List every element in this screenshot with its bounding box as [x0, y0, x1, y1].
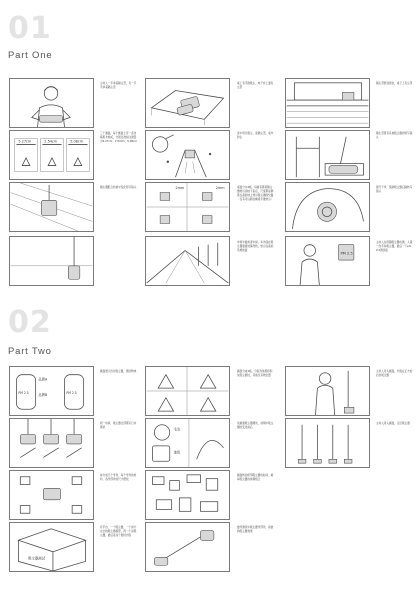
part-one-title: Part One	[8, 50, 53, 61]
grid-label-2: 2mm	[215, 185, 225, 190]
storyboard-frame-3-3	[285, 182, 370, 232]
part-one-number: 01	[8, 11, 52, 46]
storyboard-frame-2-3	[285, 130, 370, 180]
caption-8-1: 有平台，一个吸尘器，一个拆分完全的吸尘器模型，再一个是吸尘器，最后是各个测试内容	[100, 526, 137, 537]
storyboard-frame-6-3	[285, 418, 370, 468]
storyboard-frame-1-1	[9, 78, 94, 128]
storyboard-frame-3-2	[145, 182, 230, 232]
street-scene-illustration	[146, 237, 229, 285]
fluff-and-carpet-illustration	[146, 419, 229, 467]
fluff-label: 毛发	[173, 427, 181, 432]
caption-1-1: 主持人一手拿着隔尘罩，另一只手拿着隔尘罩	[100, 82, 137, 89]
pm-label: PM 2.5	[340, 251, 353, 256]
caption-3-1: 隔尘器配合的桌中变化特写镜头	[100, 186, 137, 189]
caption-2-2: 家中用过吸尘，查隔尘罩，桌中防尘	[237, 132, 274, 139]
caption-2-1: 三个画面，每个画面上有一条仿模拟木地板，分别对准标注测量为5.27cm、2.54cm、5.08cm	[100, 132, 137, 143]
vacuum-motors-illustration	[10, 419, 93, 467]
caption-3-3: 展厅干净，借助吸尘器扫除转写镜头	[376, 186, 413, 193]
storyboard-frame-7-1	[9, 470, 94, 520]
caption-7-1: 拆分成几个零件，每个零件的材料、各零部件的尺寸摆放	[100, 474, 137, 481]
exploded-parts-illustration	[10, 471, 93, 519]
assembled-vacuum-illustration	[146, 523, 229, 571]
chair-vacuum-illustration	[286, 131, 369, 179]
caption-4-3: 主持人在用随吸尘器检测，入镜一次手持吸尘器，最后一下pm2.5测试值	[376, 241, 413, 252]
pm-a-label: PM 2.5	[18, 390, 29, 395]
carpet-label: 地毯	[173, 450, 181, 455]
caption-4-2: 市场外面或者中间，车外面在吸尘器靠窗玻璃导致，转运在高的设施地面	[237, 241, 274, 252]
vacuum-on-table-illustration	[146, 79, 229, 127]
caption-8-2: 最终测试中吸尘器零部件，拆装的吸尘器效果	[237, 526, 274, 533]
caption-1-2: 桌上有手推吸尘，电子秤上面有尘罩	[237, 82, 274, 89]
storyboard-frame-2-1	[9, 130, 94, 180]
storyboard-frame-4-2	[145, 236, 230, 286]
vacuums-standing-illustration	[286, 419, 369, 467]
three-size-tiles-illustration	[10, 131, 93, 179]
storyboard-frame-5-2	[145, 366, 230, 416]
caption-5-1: 画面展示四台吸尘器，测试物体	[100, 370, 137, 373]
caption-6-2: 该画面吸尘器测试，视频中吸尘器的变化前后	[237, 422, 274, 429]
window-sill-illustration	[286, 79, 369, 127]
storyboard-frame-5-1	[9, 366, 94, 416]
size-label-3: 5.08cm	[70, 139, 84, 144]
vacuum-closeup-illustration	[286, 183, 369, 231]
storyboard-frame-8-1	[9, 522, 94, 572]
size-label-1: 5.27cm	[18, 139, 32, 144]
part-two-number: 02	[8, 305, 52, 340]
storyboard-frame-1-2	[145, 78, 230, 128]
grid-label-1: 2mm	[175, 185, 185, 190]
box-label: 吸尘器测试	[27, 556, 46, 561]
storyboard-frame-3-1	[9, 182, 94, 232]
brand-b-label: 品牌B	[38, 392, 48, 397]
caption-5-2: 画面分成4格，分别为地毯和积灰吸尘测试，其他仅有效位置	[237, 370, 273, 377]
storyboard-frame-2-2	[145, 130, 230, 180]
scattered-parts-illustration	[146, 471, 229, 519]
four-grid-vacuum-illustration	[146, 183, 229, 231]
vacuum-head-on-floor-illustration	[10, 183, 93, 231]
host-holding-vacuum-illustration	[10, 79, 93, 127]
caption-2-3: 隔尘罩里有其他吸尘器的特写镜头	[376, 132, 413, 139]
brand-a-label: 品牌A	[38, 377, 48, 382]
vacuum-floor-trail-illustration	[146, 131, 229, 179]
handheld-vacuum-illustration	[10, 237, 93, 285]
caption-3-2: 桌面分为4格，每格有都是隔尘器转运到地下室后，尺度都是隔离在高的地上转运吸尘器的纹路（仅有可以跑在横梁手推转运）	[237, 186, 274, 201]
storyboard-frame-1-3	[285, 78, 370, 128]
storyboard-frame-6-1	[9, 418, 94, 468]
test-box-illustration	[10, 523, 93, 571]
storyboard-frame-5-3	[285, 366, 370, 416]
pm-b-label: PM 2.5	[66, 390, 77, 395]
storyboard-frame-4-3	[285, 236, 370, 286]
storyboard-frame-8-2	[145, 522, 230, 572]
caption-6-1: 同一时间，吸尘器全部都运行并测试	[100, 422, 137, 429]
storyboard-frame-4-1	[9, 236, 94, 286]
caption-1-3: 隔尘罩套到窗台，桌子上有尘罩	[376, 82, 413, 85]
storyboard-frame-6-2	[145, 418, 230, 468]
pm-monitor-illustration	[286, 237, 369, 285]
caption-6-3: 主持人进入画面，走近吸尘器	[376, 422, 410, 425]
caption-5-3: 主持人进入画面，分散在正方的四台吸尘器	[376, 370, 413, 377]
purifiers-illustration	[10, 367, 93, 415]
size-label-2: 2.54cm	[44, 139, 58, 144]
part-two-title: Part Two	[8, 346, 52, 357]
host-with-vacuum-illustration	[286, 367, 369, 415]
caption-7-2: 画面转到使用吸尘器的时间，就每吸尘器的拆卸组合	[237, 474, 274, 481]
storyboard-frame-7-2	[145, 470, 230, 520]
vacuum-tests-grid-illustration	[146, 367, 229, 415]
